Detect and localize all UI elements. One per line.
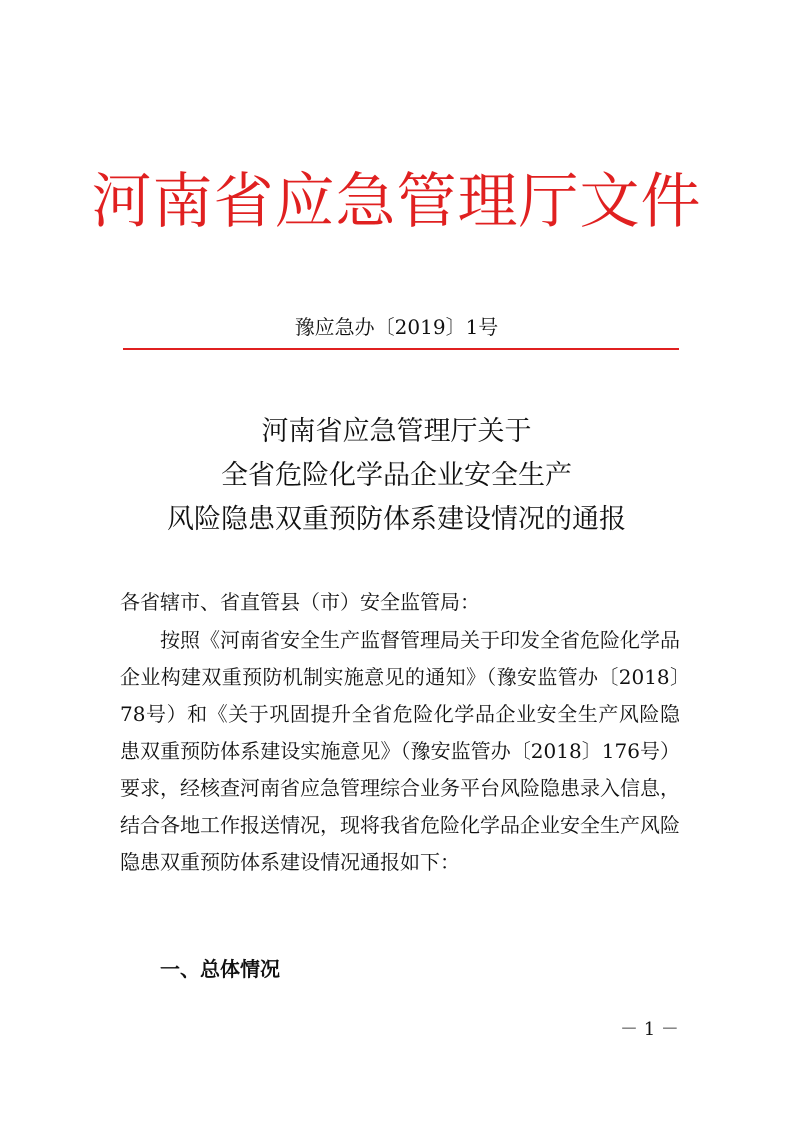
page-number: － 1 － [620,1019,679,1040]
document-title [0,410,793,542]
document-number: 豫应急办〔2019〕1号 [294,315,499,339]
title-line: 风险隐患双重预防体系建设情况的通报 [167,504,626,535]
body-paragraph: 按照《河南省安全生产监督管理局关于印发全省危险化学品企业构建双重预防机制实施意见的通知》（豫安监管办〔2018〕78号）和《关于巩固提升全省危险化学品企业安全生产风险隐患双重预防体系建设实施意见》（豫安监管办〔2018〕176号）要求，经核查河南省应急管理综合业务平台风险隐患录入信息，结合各地工作报送情况，现将我省危险化学品企业安全生产风险隐患双重预防体系建设情况通报如下： [120,628,680,874]
red-divider-line [123,348,679,350]
section-heading: 一、总体情况 [160,957,280,981]
masthead-title: 河南省应急管理厅文件 [91,167,702,237]
salutation: 各省辖市、省直管县（市）安全监管局： [120,590,480,614]
title-line: 河南省应急管理厅关于 [261,416,532,447]
title-line: 全省危险化学品企业安全生产 [221,460,572,491]
